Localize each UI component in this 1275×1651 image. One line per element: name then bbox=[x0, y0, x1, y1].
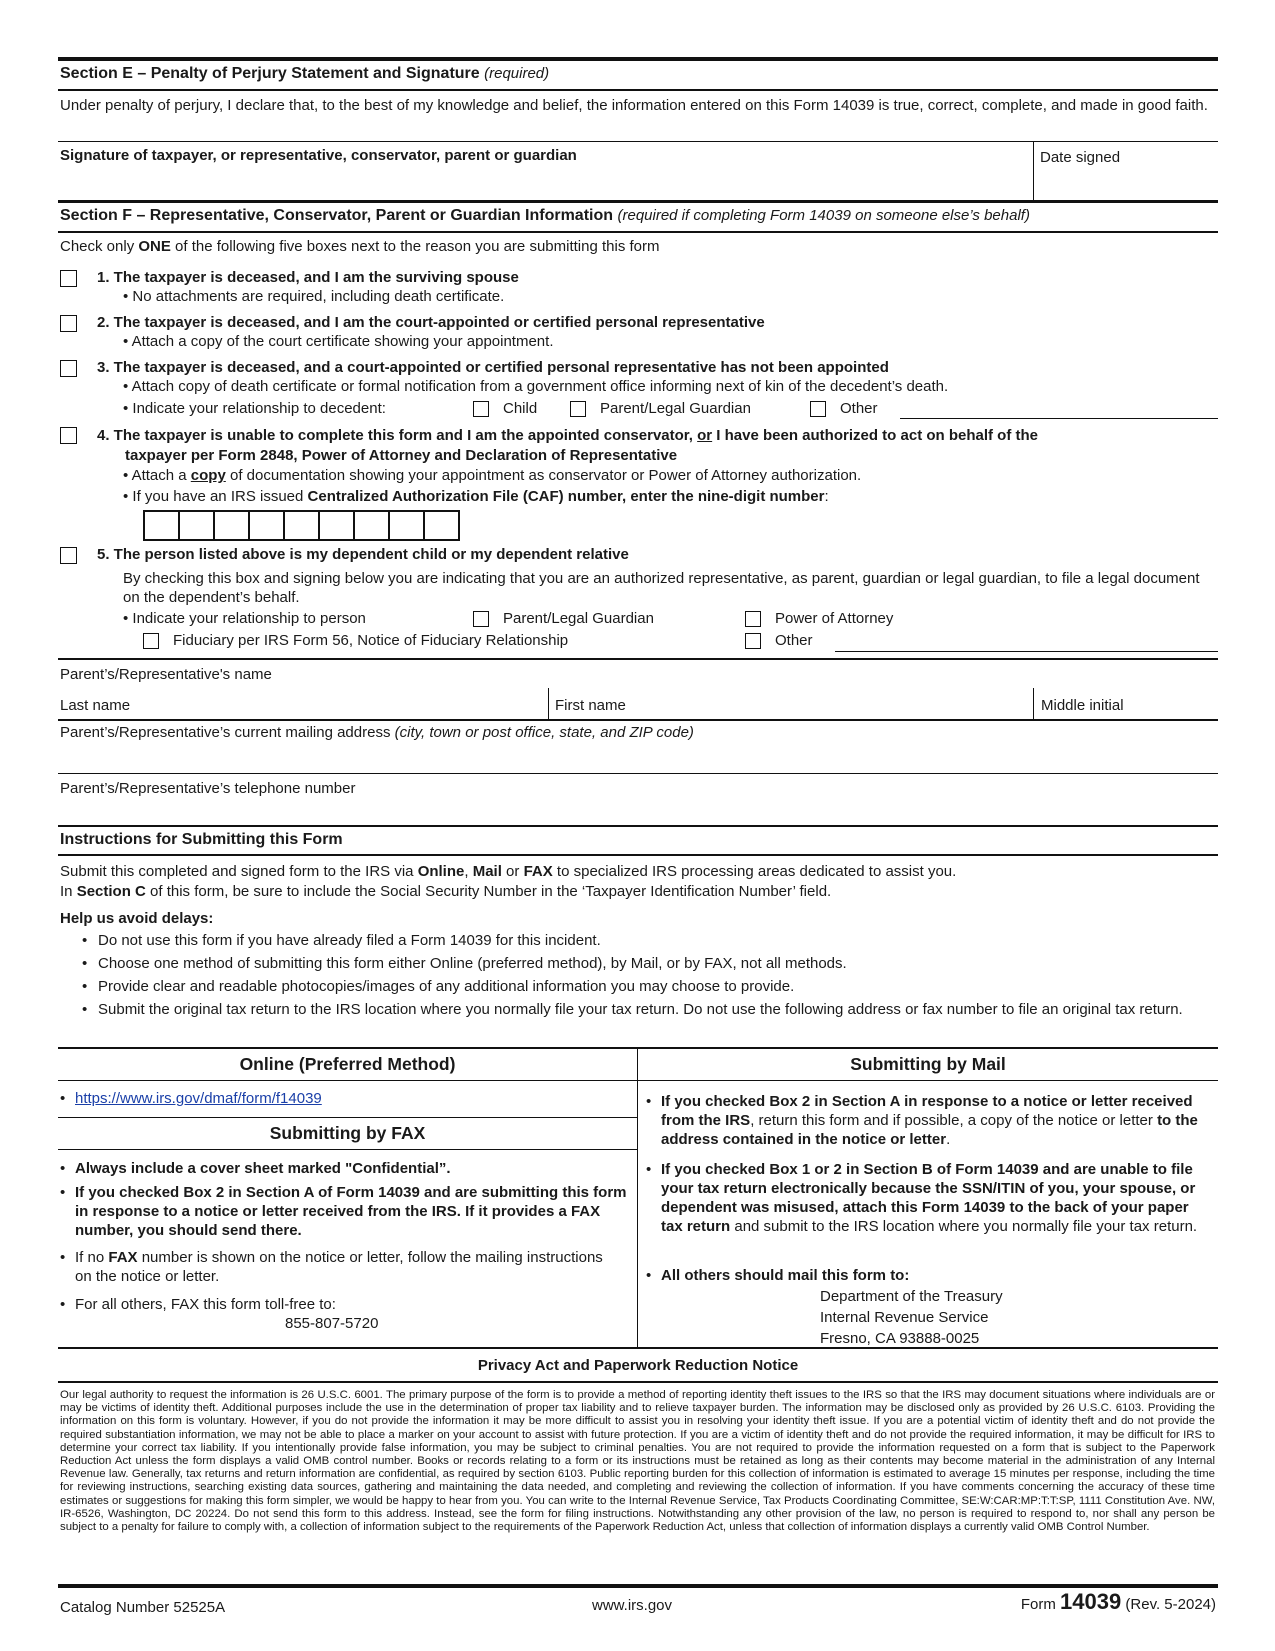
rule bbox=[58, 773, 1218, 774]
fax-item-2: If you checked Box 2 in Section A of Form 14039 and are submitting this form in response to a notice or letter received from the IRS. If it provides a FAX number, you should send there. bbox=[75, 1184, 627, 1239]
rule bbox=[637, 1047, 638, 1347]
help-item-3: Provide clear and readable photocopies/images of any additional information you may choose to provide. bbox=[98, 978, 795, 995]
rule bbox=[58, 200, 1218, 203]
rule bbox=[58, 231, 1218, 233]
section-f-title: Section F – Representative, Conservator, Parent or Guardian Information bbox=[60, 207, 614, 224]
website: www.irs.gov bbox=[592, 1597, 673, 1614]
line1-online: Online bbox=[417, 863, 465, 880]
caf-digit-box[interactable] bbox=[388, 510, 425, 541]
item1-label: 1. The taxpayer is deceased, and I am the surviving spouse bbox=[97, 269, 519, 286]
fax-item-3-a: If no bbox=[75, 1249, 109, 1266]
item4-label bbox=[97, 426, 1038, 445]
address-field[interactable] bbox=[58, 745, 1218, 771]
address-label: Parent’s/Representative’s current mailing address bbox=[60, 724, 391, 741]
checkbox-other-dependent[interactable] bbox=[745, 633, 761, 649]
item4-label-a: 4. The taxpayer is unable to complete this form and I am the appointed conservator, bbox=[97, 427, 698, 444]
rule bbox=[58, 141, 1218, 142]
item4-label-line2: taxpayer per Form 2848, Power of Attorney and Declaration of Representative bbox=[125, 447, 678, 464]
checkbox-other-decedent[interactable] bbox=[810, 401, 826, 417]
caf-digit-box[interactable] bbox=[248, 510, 285, 541]
item4-bullet2-b: Centralized Authorization File (CAF) number, enter the nine-digit number bbox=[307, 488, 825, 505]
online-form-link[interactable]: https://www.irs.gov/dmaf/form/f14039 bbox=[75, 1090, 322, 1107]
other-dependent-line[interactable] bbox=[835, 651, 1218, 652]
checkbox-parent-guardian-dependent[interactable] bbox=[473, 611, 489, 627]
item4-bullet2-a: • If you have an IRS issued bbox=[123, 488, 308, 505]
mail-item-1-a: If you checked Box 2 in Section A in response to a notice or letter received from the IRS bbox=[661, 1093, 1193, 1129]
signature-label: Signature of taxpayer, or representative, conservator, parent or guardian bbox=[60, 147, 577, 164]
fax-item-1: Always include a cover sheet marked "Confidential”. bbox=[75, 1160, 451, 1177]
mail-bullet: • bbox=[646, 1161, 652, 1178]
help-bullet: • bbox=[82, 932, 88, 949]
rule bbox=[58, 854, 1218, 856]
item3-label: 3. The taxpayer is deceased, and a court-appointed or certified personal representative has not been appointed bbox=[97, 359, 889, 376]
checkbox-dependent[interactable] bbox=[60, 547, 77, 564]
item3-bullet1: • Attach copy of death certificate or formal notification from a government office informing next of kin of the decedent’s death. bbox=[123, 378, 949, 395]
help-bullet: • bbox=[82, 955, 88, 972]
mail-item-2-b: and submit to the IRS location where you normally file your tax return. bbox=[730, 1218, 1198, 1235]
help-item-4: Submit the original tax return to the IRS location where you normally file your tax return. Do not use the following address or fax number to file an original tax return. bbox=[98, 1001, 1183, 1018]
mail-address-line-2: Internal Revenue Service bbox=[820, 1309, 989, 1326]
item4-label-or: or bbox=[697, 427, 713, 444]
caf-digit-box[interactable] bbox=[423, 510, 460, 541]
caf-digit-box[interactable] bbox=[353, 510, 390, 541]
section-e-heading bbox=[60, 64, 549, 84]
rule bbox=[58, 1381, 1218, 1383]
mail-item-2 bbox=[661, 1160, 1214, 1236]
form-number: 14039 bbox=[1060, 1589, 1122, 1614]
help-bullet: • bbox=[82, 1001, 88, 1018]
form-revision: (Rev. 5-2024) bbox=[1121, 1596, 1216, 1613]
rule bbox=[58, 1149, 637, 1150]
phone-field[interactable] bbox=[400, 776, 1218, 824]
checkbox-surviving-spouse[interactable] bbox=[60, 270, 77, 287]
line2-c: of this form, be sure to include the Social Security Number in the ‘Taxpayer Identification Number’ field. bbox=[145, 883, 832, 900]
address-label-row bbox=[60, 723, 694, 742]
line2-a: In bbox=[60, 883, 77, 900]
privacy-title: Privacy Act and Paperwork Reduction Notice bbox=[477, 1357, 799, 1374]
item5-bullet: • Indicate your relationship to person bbox=[123, 610, 366, 627]
section-e-title: Section E – Penalty of Perjury Statement and Signature bbox=[60, 65, 480, 82]
mail-item-1-b: , return this form and if possible, a copy of the notice or letter bbox=[750, 1112, 1158, 1129]
instructions-line1 bbox=[60, 862, 956, 881]
date-signed-field[interactable] bbox=[1036, 168, 1216, 200]
fax-item-3 bbox=[75, 1248, 615, 1286]
item4-bullet1-copy: copy bbox=[190, 467, 226, 484]
item4-label-b: I have been authorized to act on behalf of the bbox=[712, 427, 1039, 444]
rule bbox=[58, 1117, 637, 1118]
opt-other-label: Other bbox=[840, 400, 878, 417]
rule bbox=[58, 719, 1218, 721]
rule bbox=[548, 688, 549, 720]
fax-number: 855-807-5720 bbox=[285, 1315, 379, 1332]
mail-bullet: • bbox=[646, 1093, 652, 1110]
middle-initial-label: Middle initial bbox=[1041, 697, 1124, 714]
rule bbox=[58, 825, 1218, 827]
fax-bullet: • bbox=[60, 1296, 66, 1313]
opt-other-dep-label: Other bbox=[775, 632, 813, 649]
fax-bullet: • bbox=[60, 1249, 66, 1266]
section-f-required: (required if completing Form 14039 on someone else’s behalf) bbox=[617, 207, 1030, 224]
item3-bullet2: • Indicate your relationship to decedent: bbox=[123, 400, 386, 417]
phone-label: Parent’s/Representative’s telephone number bbox=[60, 780, 356, 797]
section-f-heading bbox=[60, 206, 1030, 226]
item4-bullet1-a: • Attach a bbox=[123, 467, 191, 484]
caf-digit-box[interactable] bbox=[178, 510, 215, 541]
help-bullet: • bbox=[82, 978, 88, 995]
mail-item-3: All others should mail this form to: bbox=[661, 1267, 910, 1284]
mail-address-line-1: Department of the Treasury bbox=[820, 1288, 1003, 1305]
mail-bullet: • bbox=[646, 1267, 652, 1284]
fax-bullet: • bbox=[60, 1160, 66, 1177]
date-signed-label: Date signed bbox=[1040, 149, 1121, 166]
rule bbox=[58, 1347, 1218, 1349]
first-name-field[interactable] bbox=[640, 690, 1025, 718]
signature-field[interactable] bbox=[58, 166, 1032, 200]
catalog-number: Catalog Number 52525A bbox=[60, 1599, 226, 1616]
first-name-label: First name bbox=[555, 697, 626, 714]
section-e-top-rule bbox=[58, 57, 1218, 61]
online-bullet: • bbox=[60, 1090, 66, 1107]
line1-or: or bbox=[501, 863, 524, 880]
rule bbox=[58, 1047, 1218, 1049]
checkbox-child[interactable] bbox=[473, 401, 489, 417]
rule bbox=[58, 89, 1218, 91]
check-intro-one: ONE bbox=[138, 238, 171, 255]
fax-item-4: For all others, FAX this form toll-free to: bbox=[75, 1296, 336, 1313]
rule bbox=[1033, 688, 1034, 720]
rule bbox=[58, 1584, 1218, 1588]
help-title: Help us avoid delays: bbox=[60, 910, 214, 927]
section-e-required: (required) bbox=[484, 65, 550, 82]
form-word: Form bbox=[1020, 1596, 1061, 1613]
form-id bbox=[940, 1589, 1216, 1615]
check-instruction bbox=[60, 237, 659, 256]
mail-item-1-d: . bbox=[946, 1131, 951, 1148]
line1-comma: , bbox=[464, 863, 473, 880]
last-name-label: Last name bbox=[60, 697, 131, 714]
check-intro-rest: of the following five boxes next to the reason you are submitting this form bbox=[170, 238, 660, 255]
caf-digit-box[interactable] bbox=[213, 510, 250, 541]
fax-item-3-fax: FAX bbox=[108, 1249, 138, 1266]
line2-section-c: Section C bbox=[76, 883, 146, 900]
rep-name-label: Parent’s/Representative's name bbox=[60, 666, 272, 683]
checkbox-no-representative[interactable] bbox=[60, 360, 77, 377]
last-name-field[interactable] bbox=[140, 690, 540, 718]
checkbox-conservator-poa[interactable] bbox=[60, 427, 77, 444]
opt-parent-dep-label: Parent/Legal Guardian bbox=[503, 610, 654, 627]
caf-digit-box[interactable] bbox=[143, 510, 180, 541]
address-hint: (city, town or post office, state, and ZIP code) bbox=[394, 724, 694, 741]
item5-paragraph: By checking this box and signing below you are indicating that you are an authorized representative, as parent, guardian or legal guardian, to file a legal document on the dependent’s behalf. bbox=[123, 570, 1200, 606]
checkbox-personal-representative[interactable] bbox=[60, 315, 77, 332]
rule bbox=[58, 1080, 1218, 1081]
privacy-text: Our legal authority to request the information is 26 U.S.C. 6001. The primary purpose of the form is to provide a method of reporting identity theft issues to the IRS so that the IRS may document situations where individuals are or may be victims of identity theft. Additional purposes include the use in the determination of proper tax liability and to relieve taxpayer burden. The information may be disclosed only as provided by 26 U.S.C. 6103. Providing the information on this form is voluntary. However, if you do not provide the information it may be more difficult to assist you in resolving your identity theft issue. If you are a potential victim of identity theft and do not provide the required substantiation information, we may not be able to place a marker on your account to assist with future protection. If you are a victim of identity theft and do not provide the required information, it may be difficult for IRS to determine your correct tax liability. If you intentionally provide false information, you may be subject to criminal penalties. You are not required to provide the information requested on a form that is subject to the Paperwork Reduction Act unless the form displays a valid OMB control number. Books or records relating to a form or its instructions must be retained as long as their contents may become material in the administration of any Internal Revenue law. Generally, tax returns and return information are confidential, as required by section 6103. Public reporting burden for this collection of information is estimated to average 15 minutes per response, including the time for reviewing instructions, searching existing data sources, gathering and maintaining the data needed, and completing and reviewing the collection of information. If you have comments concerning the accuracy of these time estimates or suggestions for making this form simpler, we would be happy to hear from you. You can write to the Internal Revenue Service, Tax Products Coordinating Committee, SE:W:CAR:MP:T:T:SP, 1111 Constitution Ave. NW, IR-6526, Washington, DC 20224. Do not send this form to this address. Instead, see the form for filing instructions. Notwithstanding any other provision of the law, no person is required to respond to, nor shall any person be subject to a penalty for failure to comply with, a collection of information subject to the requirements of the Paperwork Reduction Act, unless that collection of information displays a currently valid OMB Control Number. bbox=[60, 1389, 1215, 1534]
mail-item-1 bbox=[661, 1092, 1214, 1149]
line1-b: to specialized IRS processing areas dedicated to assist you. bbox=[552, 863, 957, 880]
caf-digit-box[interactable] bbox=[283, 510, 320, 541]
rule bbox=[1033, 141, 1034, 201]
checkbox-fiduciary[interactable] bbox=[143, 633, 159, 649]
opt-child-label: Child bbox=[503, 400, 538, 417]
mail-title: Submitting by Mail bbox=[850, 1054, 1006, 1074]
check-intro-text: Check only bbox=[60, 238, 139, 255]
item1-bullet: • No attachments are required, including death certificate. bbox=[123, 288, 505, 305]
other-decedent-line[interactable] bbox=[900, 418, 1218, 419]
item4-bullet2-c: : bbox=[824, 488, 829, 505]
instructions-title: Instructions for Submitting this Form bbox=[60, 831, 343, 848]
line1-fax: FAX bbox=[523, 863, 553, 880]
perjury-statement: Under penalty of perjury, I declare that, to the best of my knowledge and belief, the information entered on this Form 14039 is true, correct, complete, and made in good faith. bbox=[60, 97, 1208, 114]
mail-item-2-a: If you checked Box 1 or 2 in Section B of Form 14039 and are unable to file your tax return electronically because the SSN/ITIN of you, your spouse, or dependent was misused, attach this Form 14039 to the back of your paper tax return bbox=[661, 1161, 1196, 1235]
help-item-1: Do not use this form if you have already filed a Form 14039 for this incident. bbox=[98, 932, 601, 949]
middle-initial-field[interactable] bbox=[1140, 690, 1216, 718]
line1-mail: Mail bbox=[472, 863, 502, 880]
fax-bullet: • bbox=[60, 1184, 66, 1201]
checkbox-power-of-attorney[interactable] bbox=[745, 611, 761, 627]
opt-poa-label: Power of Attorney bbox=[775, 610, 894, 627]
item2-bullet: • Attach a copy of the court certificate showing your appointment. bbox=[123, 333, 554, 350]
opt-parent-label: Parent/Legal Guardian bbox=[600, 400, 751, 417]
checkbox-parent-guardian-decedent[interactable] bbox=[570, 401, 586, 417]
rule bbox=[58, 658, 1218, 660]
help-item-2: Choose one method of submitting this form either Online (preferred method), by Mail, or by FAX, not all methods. bbox=[98, 955, 847, 972]
item5-label: 5. The person listed above is my dependent child or my dependent relative bbox=[97, 546, 629, 563]
opt-fiduciary-label: Fiduciary per IRS Form 56, Notice of Fiduciary Relationship bbox=[173, 632, 569, 649]
line1-a: Submit this completed and signed form to the IRS via bbox=[60, 863, 418, 880]
mail-address-line-3: Fresno, CA 93888-0025 bbox=[820, 1330, 980, 1347]
online-title: Online (Preferred Method) bbox=[239, 1054, 456, 1074]
fax-item-3-b: number is shown on the notice or letter, follow the mailing instructions on the notice or letter. bbox=[75, 1249, 603, 1285]
item4-bullet1 bbox=[123, 466, 861, 485]
item2-label: 2. The taxpayer is deceased, and I am the court-appointed or certified personal representative bbox=[97, 314, 765, 331]
mail-item-1-c: to the address contained in the notice or letter bbox=[661, 1112, 1198, 1148]
caf-digit-box[interactable] bbox=[318, 510, 355, 541]
instructions-line2 bbox=[60, 882, 831, 901]
fax-title: Submitting by FAX bbox=[269, 1123, 426, 1143]
item4-bullet2 bbox=[123, 487, 829, 506]
item4-bullet1-b: of documentation showing your appointment as conservator or Power of Attorney authorization. bbox=[225, 467, 862, 484]
